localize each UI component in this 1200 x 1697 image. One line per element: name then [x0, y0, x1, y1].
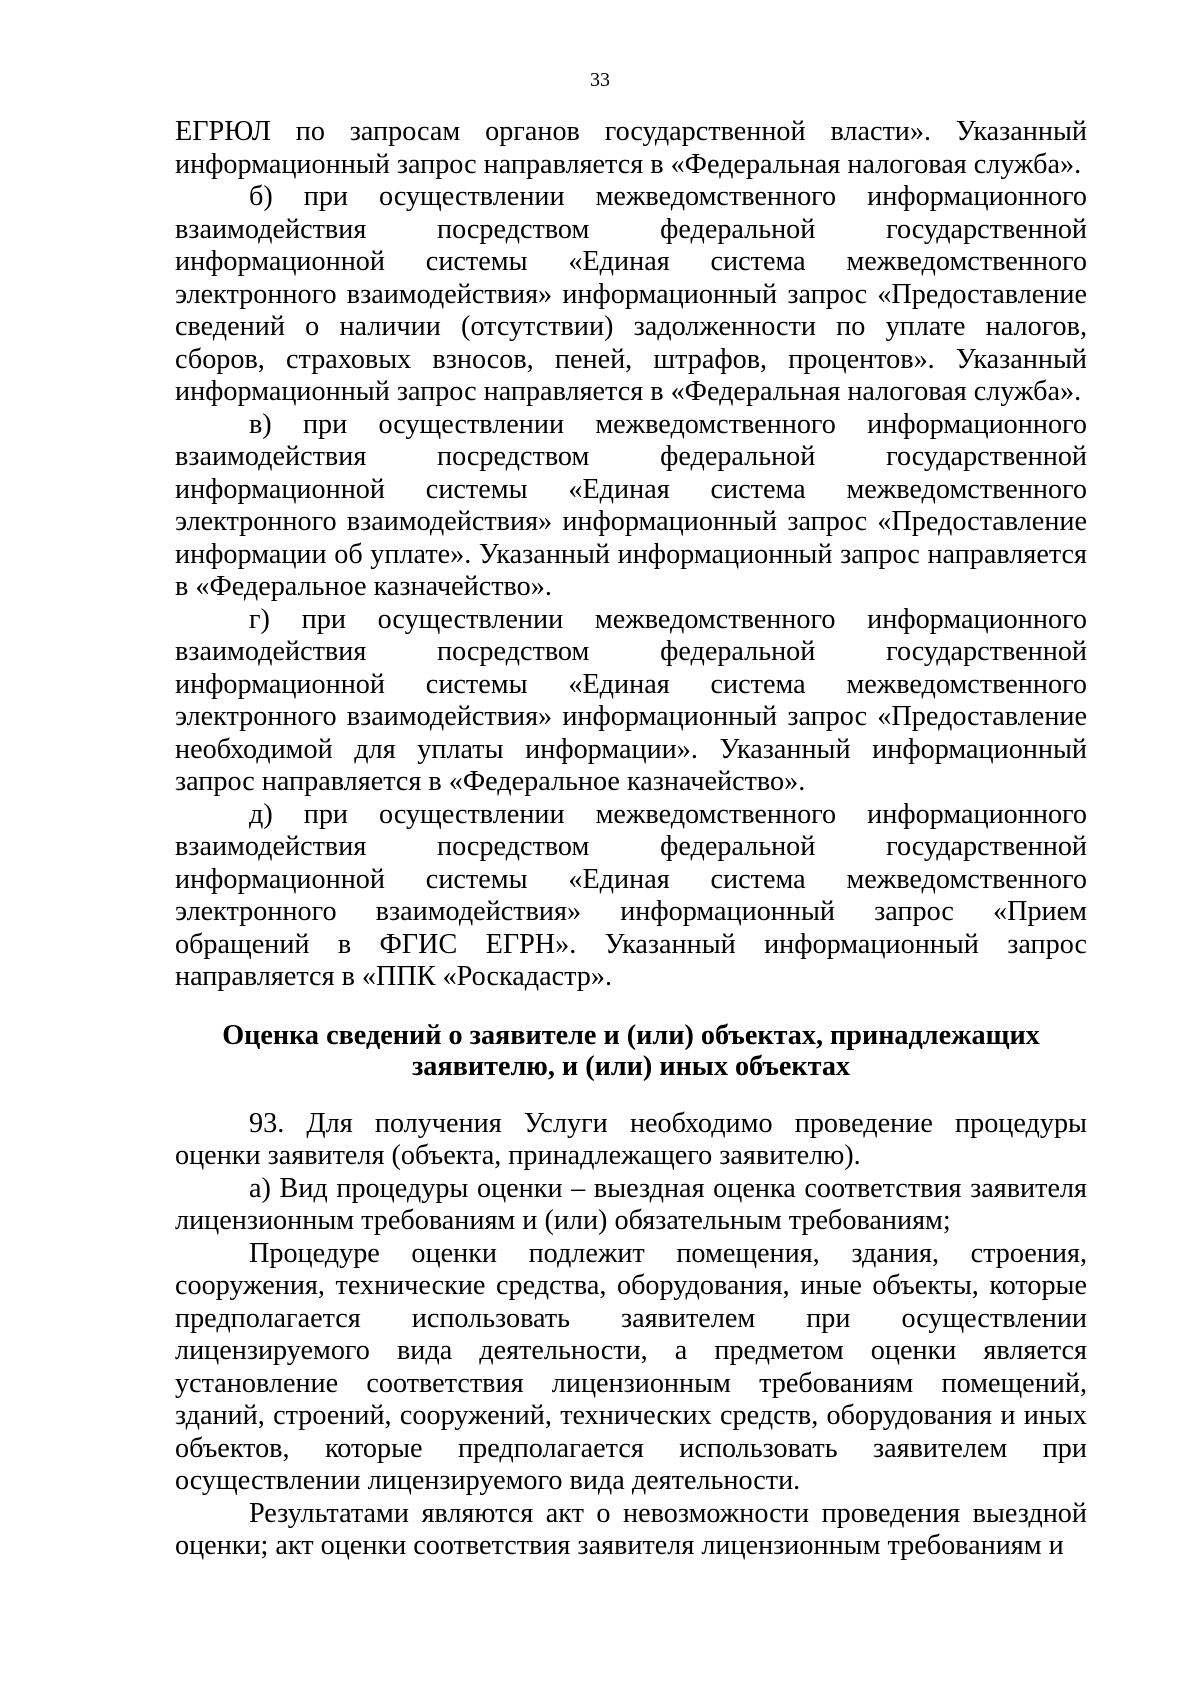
paragraph-results: Результатами являются акт о невозможности проведения выездной оценки; акт оценки соответствия заявителя лицензионным требованиям и: [175, 1497, 1087, 1561]
paragraph-item-d: д) при осуществлении межведомственного информационного взаимодействия посредством федеральной государственной информационной системы «Единая система межведомственного электронного взаимодействия» информационный запрос «Прием обращений в ФГИС ЕГРН». Указанный информационный запрос направляется в «ППК «Роскадастр».: [175, 798, 1087, 992]
section-heading: [175, 1020, 1087, 1082]
paragraph-assessment-subject: Процедуре оценки подлежит помещения, здания, строения, сооружения, технические средства, оборудования, иные объекты, которые предполагается использовать заявителем при осуществлении лицензируемого вида деятельности, а предметом оценки является установление соответствия лицензионным требованиям помещений, зданий, строений, сооружений, технических средств, оборудования и иных объектов, которые предполагается использовать заявителем при осуществлении лицензируемого вида деятельности.: [175, 1237, 1087, 1496]
paragraph-item-b: б) при осуществлении межведомственного информационного взаимодействия посредством федеральной государственной информационной системы «Единая система межведомственного электронного взаимодействия» информационный запрос «Предоставление сведений о наличии (отсутствии) задолженности по уплате налогов, сборов, страховых взносов, пеней, штрафов, процентов». Указанный информационный запрос направляется в «Федеральная налоговая служба».: [175, 181, 1087, 407]
section-heading-line-2: заявителю, и (или) иных объектах: [411, 1050, 851, 1082]
paragraph-93: 93. Для получения Услуги необходимо проведение процедуры оценки заявителя (объекта, принадлежащего заявителю).: [175, 1107, 1087, 1171]
document-body: [175, 116, 1087, 1563]
page-number: 33: [590, 69, 610, 91]
paragraph-item-a: а) Вид процедуры оценки – выездная оценка соответствия заявителя лицензионным требованиям и (или) обязательным требованиям;: [175, 1172, 1087, 1236]
paragraph-item-g: г) при осуществлении межведомственного информационного взаимодействия посредством федеральной государственной информационной системы «Единая система межведомственного электронного взаимодействия» информационный запрос «Предоставление необходимой для уплаты информации». Указанный информационный запрос направляется в «Федеральное казначейство».: [175, 603, 1087, 797]
paragraph-item-v: в) при осуществлении межведомственного информационного взаимодействия посредством федеральной государственной информационной системы «Единая система межведомственного электронного взаимодействия» информационный запрос «Предоставление информации об уплате». Указанный информационный запрос направляется в «Федеральное казначейство».: [175, 408, 1087, 602]
section-heading-line-1: Оценка сведений о заявителе и (или) объектах, принадлежащих: [222, 1019, 1040, 1051]
paragraph-egrul-continuation: ЕГРЮЛ по запросам органов государственной власти». Указанный информационный запрос направляется в «Федеральная налоговая служба».: [175, 116, 1087, 180]
